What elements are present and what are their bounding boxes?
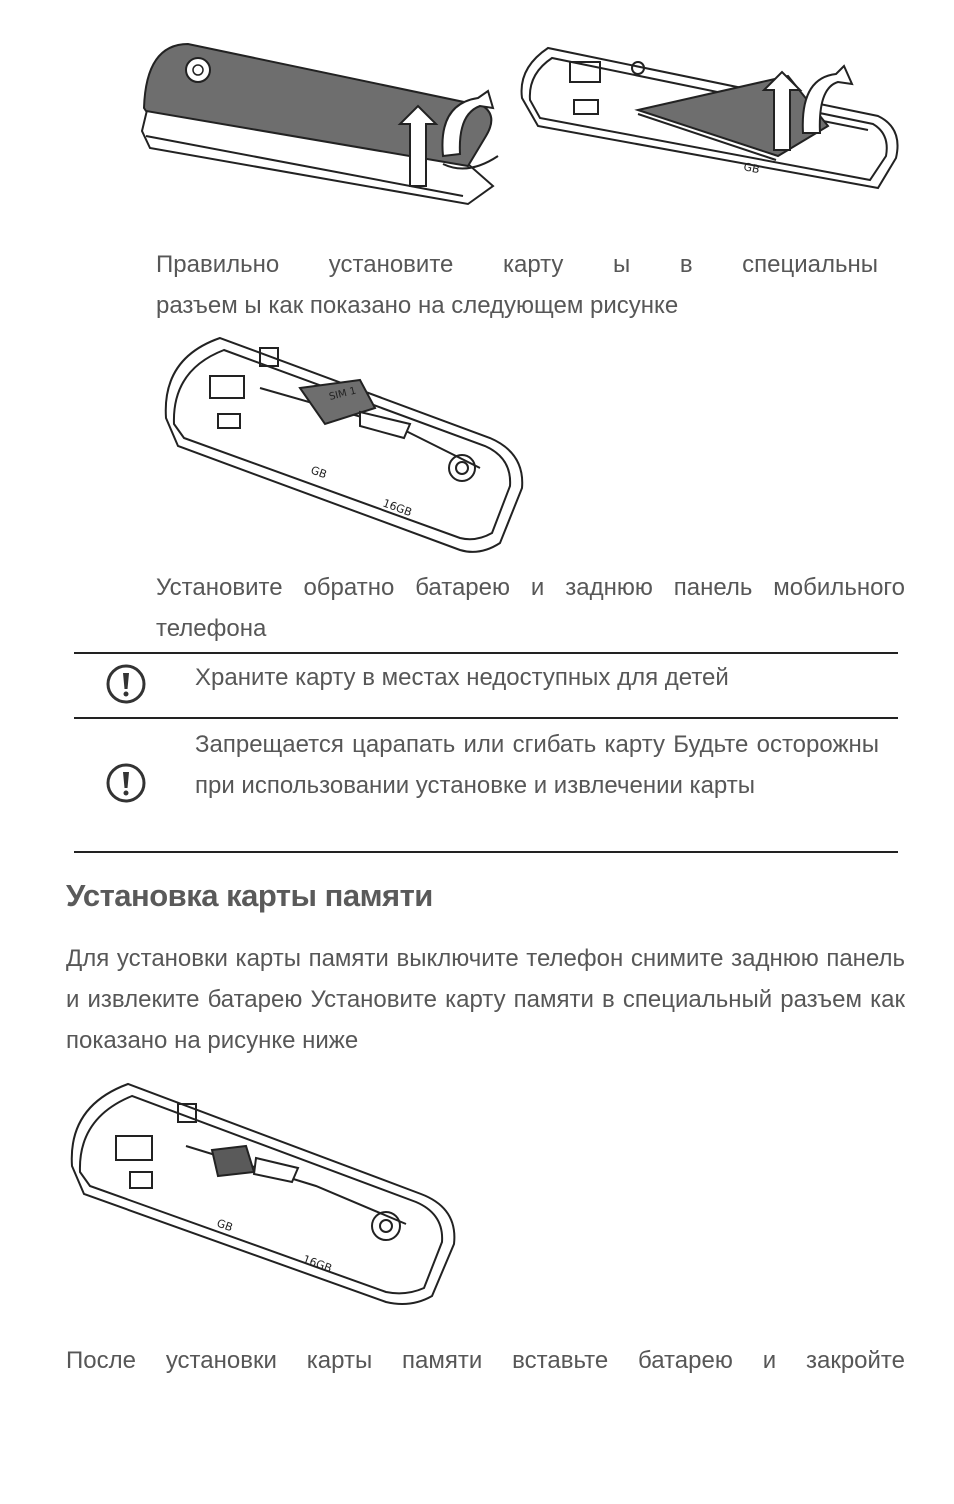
figure-remove-back-cover bbox=[138, 36, 508, 211]
memory-card-intro: Для установки карты памяти выключите телефон снимите заднюю панель и извлеките батарею Установите карту памяти в специальный разъем как показано на рисунке ниже bbox=[66, 945, 905, 1054]
step-reinstall-battery: Установите обратно батарею и заднюю панель мобильного телефона bbox=[156, 574, 905, 642]
warning-2-text: Запрещается царапать или сгибать карту Будьте осторожны при использовании установке и извлечении карты bbox=[195, 731, 879, 799]
figure2-gb-label: GB bbox=[742, 160, 761, 177]
memory-card-after: После установки карты памяти вставьте батарею и закройте bbox=[66, 1347, 905, 1374]
warning-bottom-rule bbox=[74, 851, 898, 853]
figure4-gb-label: GB bbox=[214, 1216, 235, 1235]
warning-1-text: Храните карту в местах недоступных для детей bbox=[195, 664, 729, 691]
figure-insert-memory-card bbox=[66, 1076, 461, 1311]
figure-insert-sim bbox=[160, 328, 530, 563]
figure4-16gb-label: 16GB bbox=[300, 1252, 334, 1276]
sim-label: SIM 1 bbox=[328, 385, 358, 403]
figure3-16gb-label: 16GB bbox=[380, 496, 414, 520]
figure-remove-battery bbox=[518, 38, 908, 198]
step-insert-sim-line1: Правильно установите карту ы в специальны bbox=[156, 251, 878, 278]
exclamation-icon bbox=[106, 664, 146, 704]
figure3-gb-label: GB bbox=[308, 463, 329, 482]
warning-middle-rule bbox=[74, 717, 898, 719]
step-insert-sim-line2: разъем ы как показано на следующем рисунке bbox=[156, 292, 679, 319]
exclamation-icon bbox=[106, 763, 146, 803]
section-title-memory-card: Установка карты памяти bbox=[66, 878, 433, 913]
warning-top-rule bbox=[74, 652, 898, 654]
